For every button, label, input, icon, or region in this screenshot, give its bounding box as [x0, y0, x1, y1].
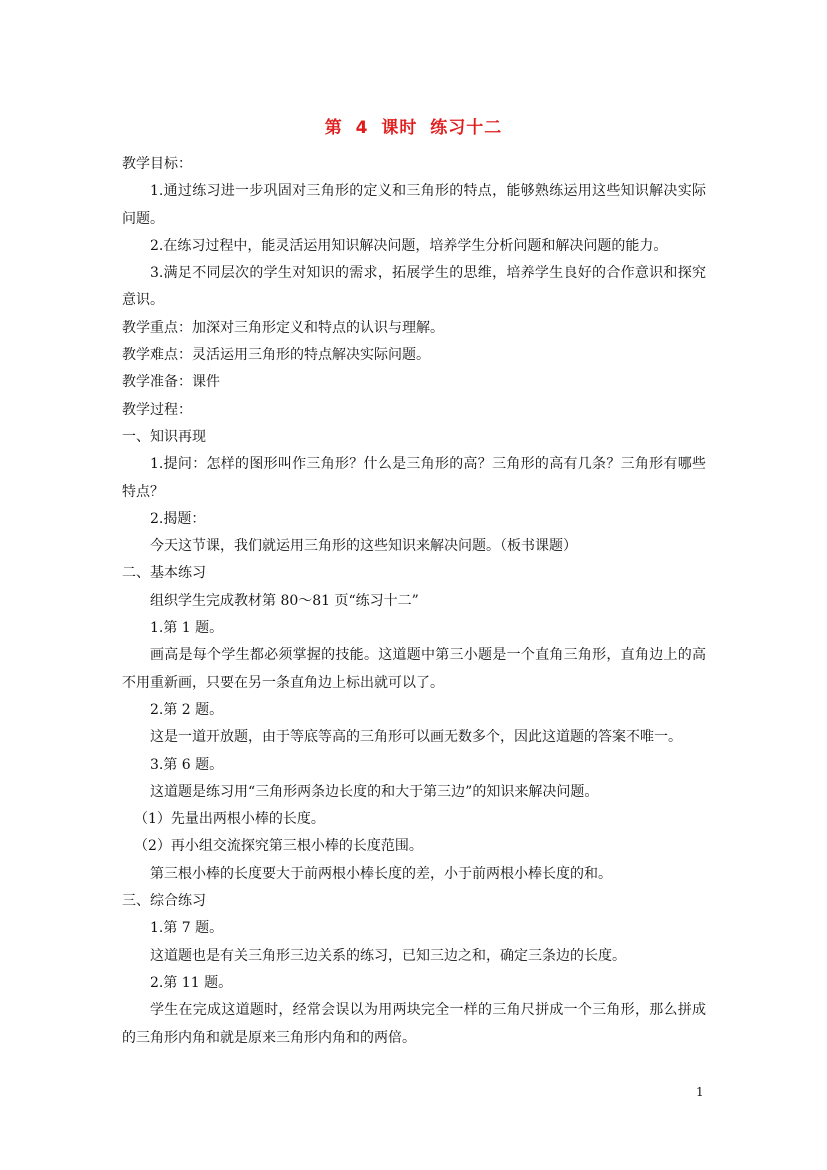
paragraph: （1）先量出两根小棒的长度。: [134, 811, 325, 828]
paragraph: 这是一道开放题，由于等底等高的三角形可以画无数多个，因此这道题的答案不唯一。: [150, 729, 682, 746]
paragraph: 这道题是练习用“三角形两条边长度的和大于第三边”的知识来解决问题。: [150, 783, 599, 800]
paragraph: 教学难点：灵活运用三角形的特点解决实际问题。: [122, 347, 430, 364]
paragraph: 画高是每个学生都必须掌握的技能。这道题中第三小题是一个直角三角形，直角边上的高不用重新画，只要在另一条直角边上标出就可以了。: [122, 647, 706, 691]
document-title: 第 4 课时 练习十二: [324, 118, 503, 138]
paragraph: 第三根小棒的长度要大于前两根小棒长度的差，小于前两根小棒长度的和。: [150, 865, 612, 882]
section-heading: 一、知识再现: [122, 428, 206, 445]
paragraph: 组织学生完成教材第 80～81 页“练习十二”: [150, 592, 419, 609]
paragraph: 学生在完成这道题时，经常会误以为用两块完全一样的三角尺拼成一个三角形，那么拼成的三角形内角和就是原来三角形内角和的两倍。: [122, 1002, 706, 1046]
paragraph: 这道题也是有关三角形三边关系的练习，已知三边之和，确定三条边的长度。: [150, 947, 626, 964]
paragraph: （2）再小组交流探究第三根小棒的长度范围。: [134, 838, 423, 855]
paragraph: 1.通过练习进一步巩固对三角形的定义和三角形的特点，能够熟练运用这些知识解决实际问题。: [122, 183, 706, 227]
paragraph: 3.第 6 题。: [150, 756, 224, 773]
paragraph: 3.满足不同层次的学生对知识的需求，拓展学生的思维，培养学生良好的合作意识和探究意识。: [122, 265, 706, 309]
paragraph: 1.第 1 题。: [150, 620, 224, 637]
paragraph: 2.在练习过程中，能灵活运用知识解决问题，培养学生分析问题和解决问题的能力。: [150, 237, 668, 254]
paragraph: 1.第 7 题。: [150, 920, 224, 937]
section-heading: 二、基本练习: [122, 565, 206, 582]
paragraph: 教学准备：课件: [122, 374, 220, 391]
document-body: [122, 151, 706, 1052]
paragraph: 教学过程：: [122, 401, 192, 418]
paragraph: 1.提问：怎样的图形叫作三角形？什么是三角形的高？三角形的高有几条？三角形有哪些特点？: [122, 456, 706, 500]
paragraph: 今天这节课，我们就运用三角形的这些知识来解决问题。（板书课题）: [150, 538, 577, 555]
section-heading: 三、综合练习: [122, 893, 206, 910]
paragraph: 教学重点：加深对三角形定义和特点的认识与理解。: [122, 319, 444, 336]
paragraph: 教学目标：: [122, 156, 192, 172]
paragraph: 2.揭题：: [150, 510, 206, 527]
paragraph: 2.第 11 题。: [150, 974, 233, 991]
paragraph: 2.第 2 题。: [150, 701, 224, 718]
page-number: 1: [696, 1085, 704, 1099]
